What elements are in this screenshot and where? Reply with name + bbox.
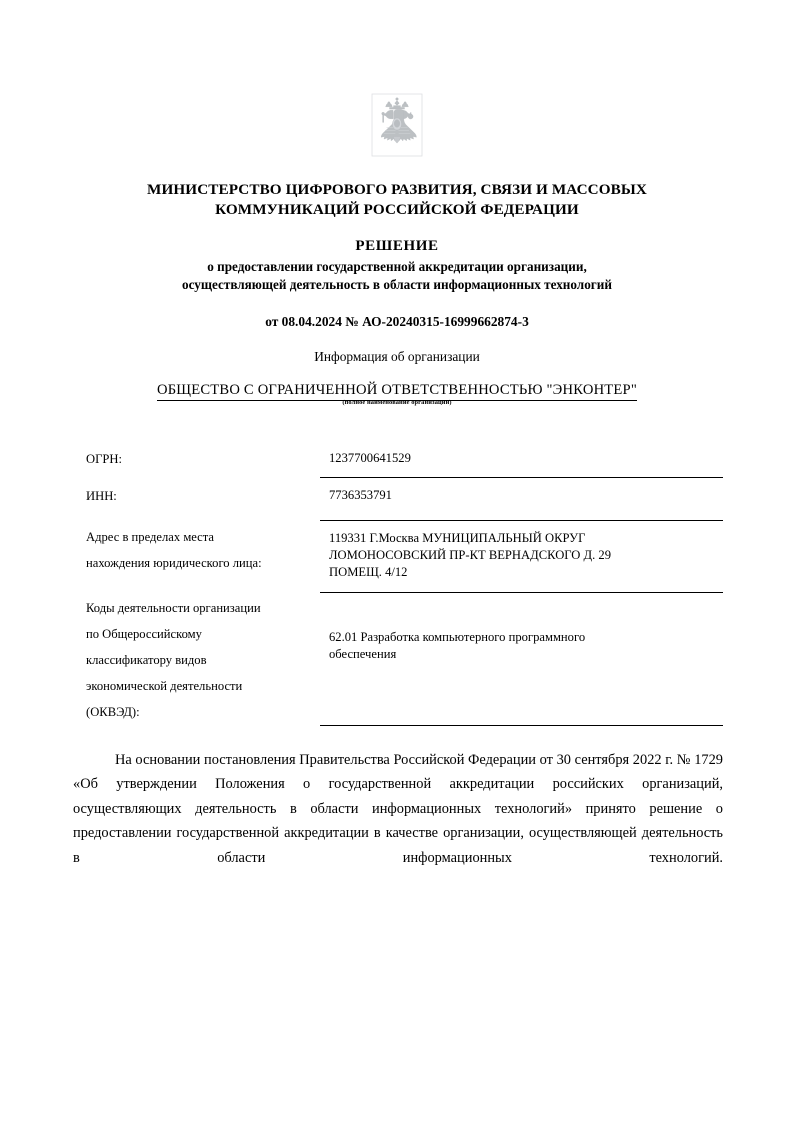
decision-subtitle bbox=[70, 258, 724, 294]
organization-name-container bbox=[70, 381, 724, 401]
ministry-line-2: КОММУНИКАЦИЙ РОССИЙСКОЙ ФЕДЕРАЦИИ bbox=[215, 200, 579, 218]
okved-label-line-5: (ОКВЭД): bbox=[86, 705, 140, 719]
ministry-line-1: МИНИСТЕРСТВО ЦИФРОВОГО РАЗВИТИЯ, СВЯЗИ И МАССОВЫХ bbox=[147, 181, 647, 198]
okved-label bbox=[86, 593, 320, 725]
okved-label-line-3: классификатору видов bbox=[86, 653, 207, 667]
address-label bbox=[86, 521, 320, 576]
address-value-line-2: ЛОМОНОСОВСКИЙ ПР-КТ ВЕРНАДСКОГО Д. 29 bbox=[329, 548, 611, 562]
emblem-container bbox=[0, 92, 794, 158]
ogrn-value: 1237700641529 bbox=[320, 441, 723, 478]
russian-coat-of-arms-icon bbox=[369, 92, 425, 158]
okved-label-line-1: Коды деятельности организации bbox=[86, 601, 261, 615]
decision-body-paragraph: На основании постановления Правительства Российской Федерации от 30 сентября 2022 г. № 1729 «Об утверждении Положения о государственной аккредитации российских организаций, осуществляющих деятельность в области информационных технологий» принято решение о предоставлении государственной аккредитации в качестве организации, осуществляющей деятельность в области информационных технологий. bbox=[73, 752, 723, 866]
okved-label-line-2: по Общероссийскому bbox=[86, 627, 202, 641]
decision-subtitle-line-2: осуществляющей деятельность в области информационных технологий bbox=[181, 277, 612, 292]
ministry-heading bbox=[90, 180, 704, 219]
address-value bbox=[320, 521, 723, 593]
table-row-okved bbox=[86, 593, 723, 726]
organization-name-caption: (полное наименование организации) bbox=[342, 399, 452, 406]
okved-value bbox=[320, 593, 723, 726]
table-row-inn bbox=[86, 478, 723, 521]
okved-label-line-4: экономической деятельности bbox=[86, 679, 243, 693]
decision-title: РЕШЕНИЕ bbox=[355, 238, 439, 254]
organization-name: ОБЩЕСТВО С ОГРАНИЧЕННОЙ ОТВЕТСТВЕННОСТЬЮ "ЭНКОНТЕР" bbox=[157, 382, 637, 401]
inn-label: ИНН: bbox=[86, 489, 117, 503]
address-value-line-1: 119331 Г.Москва МУНИЦИПАЛЬНЫЙ ОКРУГ bbox=[329, 531, 586, 545]
okved-value-line-2: обеспечения bbox=[329, 647, 397, 661]
document-number: от 08.04.2024 № АО-20240315-16999662874-3 bbox=[265, 314, 529, 329]
table-row-address bbox=[86, 521, 723, 593]
address-label-line-1: Адрес в пределах места bbox=[86, 530, 215, 544]
inn-value: 7736353791 bbox=[320, 478, 723, 521]
okved-value-line-1: 62.01 Разработка компьютерного программного bbox=[329, 630, 586, 644]
decision-subtitle-line-1: о предоставлении государственной аккредитации организации, bbox=[207, 259, 587, 274]
table-row-ogrn bbox=[86, 441, 723, 478]
address-value-line-3: ПОМЕЩ. 4/12 bbox=[329, 565, 408, 579]
organization-info-table bbox=[86, 441, 723, 726]
address-label-line-2: нахождения юридического лица: bbox=[86, 556, 262, 570]
organization-info-heading: Информация об организации bbox=[314, 349, 480, 364]
ogrn-label: ОГРН: bbox=[86, 452, 122, 466]
